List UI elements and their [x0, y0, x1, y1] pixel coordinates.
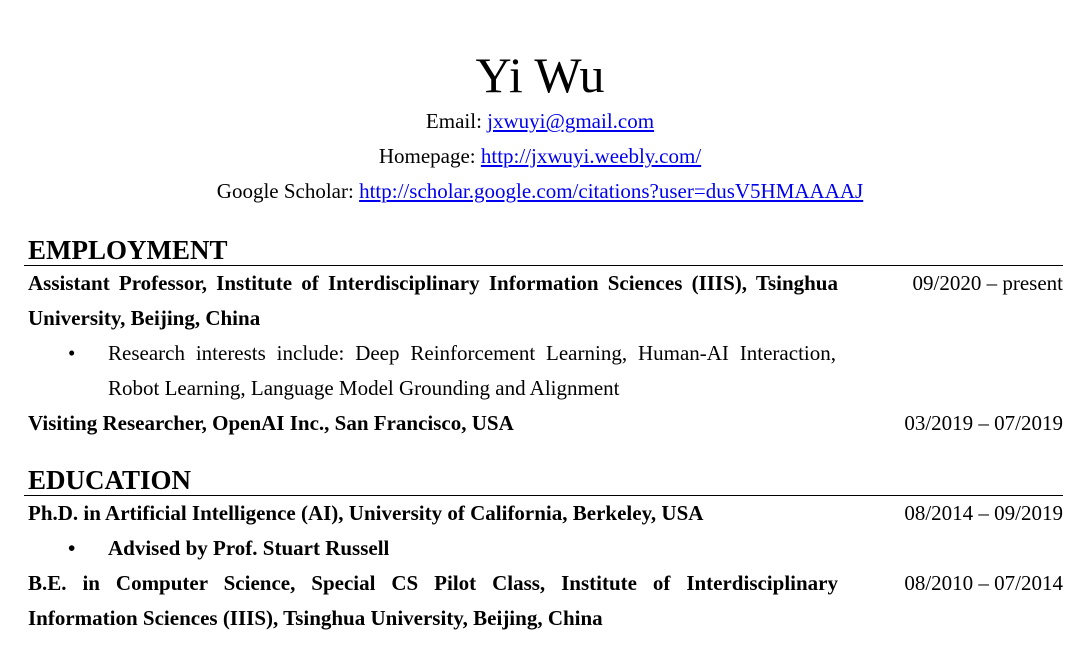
employment-entry — [28, 266, 1063, 336]
email-link[interactable]: jxwuyi@gmail.com — [487, 109, 655, 133]
education-entry — [28, 496, 1063, 531]
entry-date: 03/2019 – 07/2019 — [904, 411, 1063, 435]
employment-section — [28, 235, 1063, 441]
section-title-employment: EMPLOYMENT — [24, 235, 1063, 266]
bullet-text: Research interests include: Deep Reinforcement Learning, Human-AI Interaction, Robot Learning, Language Model Grounding and Alignment — [108, 341, 836, 400]
bullet-list — [28, 531, 1063, 566]
entry-date: 09/2020 – present — [912, 271, 1063, 295]
bullet-dot: • — [68, 536, 76, 560]
homepage-label: Homepage: — [378, 144, 476, 168]
cv-header — [0, 0, 1080, 209]
homepage-link[interactable]: http://jxwuyi.weebly.com/ — [480, 144, 702, 168]
employment-entry — [28, 406, 1063, 441]
homepage-line — [0, 139, 1080, 174]
education-section — [28, 465, 1063, 636]
entry-title: B.E. in Computer Science, Special CS Pilot Class, Institute of Interdisciplinary Information Sciences (IIIS), Tsinghua University, Beijing, China — [28, 571, 838, 630]
entry-title: Visiting Researcher, OpenAI Inc., San Francisco, USA — [28, 411, 514, 435]
scholar-line — [0, 174, 1080, 209]
email-line — [0, 104, 1080, 139]
scholar-link[interactable]: http://scholar.google.com/citations?user=dusV5HMAAAAJ — [359, 179, 864, 203]
scholar-label: Google Scholar: — [216, 179, 354, 203]
list-item — [28, 336, 836, 406]
email-label: Email: — [425, 109, 482, 133]
entry-date: 08/2014 – 09/2019 — [904, 501, 1063, 525]
bullet-text: Advised by Prof. Stuart Russell — [108, 536, 390, 560]
entry-date: 08/2010 – 07/2014 — [904, 571, 1063, 595]
entry-title: Ph.D. in Artificial Intelligence (AI), University of California, Berkeley, USA — [28, 501, 704, 525]
bullet-list — [28, 336, 1063, 406]
entry-title: Assistant Professor, Institute of Interdisciplinary Information Sciences (IIIS), Tsinghua University, Beijing, China — [28, 271, 838, 330]
list-item — [28, 531, 836, 566]
education-entry — [28, 566, 1063, 636]
bullet-dot: • — [68, 341, 76, 365]
person-name: Yi Wu — [475, 47, 605, 103]
section-title-education: EDUCATION — [24, 465, 1063, 496]
